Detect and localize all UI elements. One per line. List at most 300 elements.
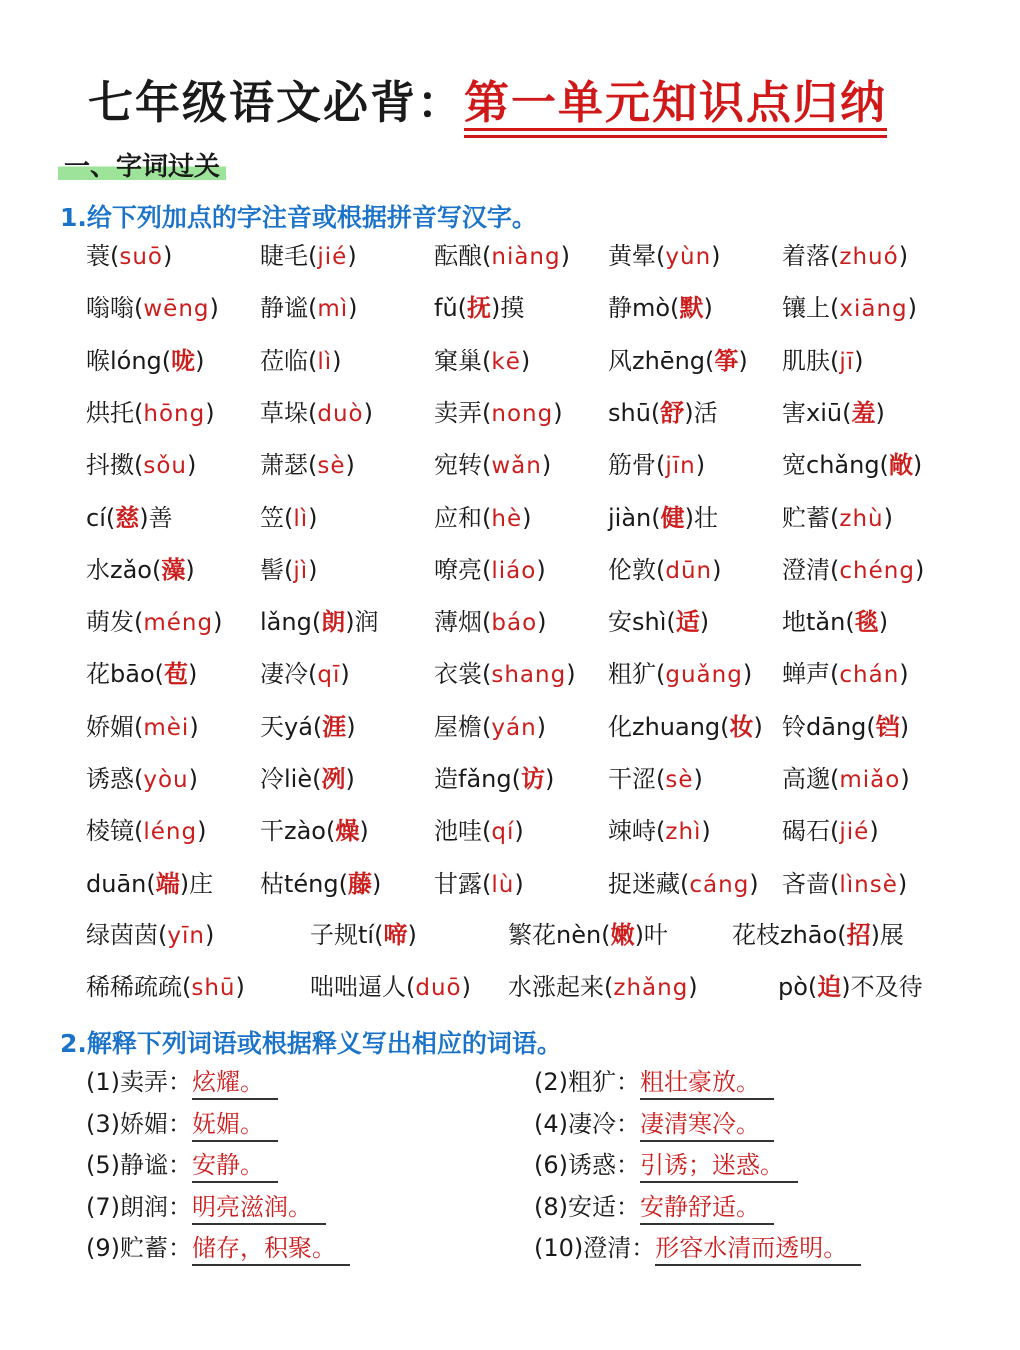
pinyin-answer: jī (839, 348, 855, 375)
word-text: ) (693, 765, 703, 793)
word-item (86, 550, 195, 590)
word-text: 髻( (260, 555, 294, 584)
word-text: ) (195, 346, 205, 375)
word-item (782, 707, 909, 747)
word-item (732, 915, 904, 955)
definition-term: (10)澄清： (534, 1234, 656, 1262)
word-text: 草垛( (260, 398, 318, 427)
hanzi-answer: 访 (520, 765, 545, 793)
word-item (86, 288, 219, 329)
word-text: ) (514, 869, 524, 898)
word-text: )叶 (634, 921, 668, 949)
word-text: 凄冷( (260, 660, 318, 689)
word-text: 蝉声( (782, 660, 840, 689)
definition-answer: 粗壮豪放。 (640, 1066, 774, 1100)
word-text: 风zhēng( (608, 346, 715, 375)
word-text: ) (703, 294, 713, 323)
word-item (782, 864, 907, 905)
word-text: 烘托( (86, 398, 144, 427)
word-text: ) (522, 503, 532, 532)
word-text: )庄 (179, 869, 214, 898)
pinyin-answer: yòu (143, 767, 189, 793)
word-text: 甘露( (434, 869, 492, 898)
definition-item (534, 1189, 774, 1225)
word-item (260, 811, 369, 851)
word-item (782, 498, 893, 539)
word-text: ) (711, 242, 721, 270)
definition-term: (7)朗润： (86, 1192, 192, 1221)
word-text: ) (345, 451, 355, 480)
pinyin-answer: qī (317, 662, 341, 689)
word-text: lǎng( (260, 608, 322, 637)
definition-answer: 引诱；迷惑。 (640, 1149, 798, 1183)
definition-term: (5)静谧： (86, 1151, 192, 1179)
word-item (260, 236, 357, 277)
definition-term: (1)卖弄： (86, 1068, 192, 1096)
pinyin-answer: sè (317, 453, 346, 480)
pinyin-answer: jì (293, 557, 309, 584)
word-item (86, 707, 199, 748)
pinyin-answer: xiāng (839, 296, 908, 323)
pinyin-answer: jié (317, 244, 348, 270)
word-text: 蓑( (86, 242, 120, 270)
pinyin-answer: báo (491, 610, 538, 637)
definition-item (86, 1147, 278, 1183)
definition-term: (9)贮蓄： (86, 1234, 192, 1262)
word-item (86, 393, 215, 434)
word-item (434, 498, 531, 539)
word-item (608, 602, 709, 642)
hanzi-answer: 迫 (817, 973, 842, 1001)
word-row (86, 602, 986, 642)
pinyin-answer: sè (665, 767, 694, 793)
pinyin-answer: lìnsè (839, 871, 898, 898)
definition-term: (4)凄冷： (534, 1109, 640, 1138)
title-red: 第一单元知识点归纳 (464, 79, 887, 131)
word-row (86, 864, 986, 904)
pinyin-answer: mì (317, 296, 349, 323)
pinyin-answer: qí (491, 819, 515, 846)
word-text: 静谧( (260, 294, 318, 323)
hanzi-answer: 藻 (161, 555, 186, 584)
word-text: ) (854, 346, 864, 375)
definition-term: (3)娇媚： (86, 1109, 192, 1138)
word-item (260, 654, 350, 695)
word-item (86, 759, 198, 800)
word-text: 竦峙( (608, 817, 666, 846)
pinyin-answer: lì (293, 505, 309, 532)
word-item (260, 602, 379, 642)
definition-answer: 安静。 (192, 1149, 278, 1183)
word-row (86, 236, 986, 276)
title-black: 七年级语文必背： (88, 76, 465, 129)
word-text: )摸 (491, 294, 525, 323)
hanzi-answer: 筝 (714, 346, 739, 375)
word-item (86, 864, 213, 904)
definition-term: (6)诱惑： (534, 1151, 640, 1179)
word-text: ) (187, 451, 197, 480)
hanzi-answer: 健 (660, 503, 685, 532)
word-text: ) (897, 869, 908, 898)
word-text: ) (514, 817, 524, 846)
word-row (86, 811, 986, 851)
word-text: ) (544, 765, 555, 793)
word-text: ) (553, 398, 563, 427)
pinyin-answer: duò (317, 400, 364, 427)
word-text: ) (461, 973, 471, 1001)
word-text: ) (363, 398, 373, 427)
word-row (86, 498, 986, 538)
word-item (434, 654, 576, 695)
word-text: 铃dāng( (782, 712, 876, 741)
hanzi-answer: 羞 (851, 398, 876, 427)
word-text: 天yá( (260, 712, 323, 741)
definition-item (86, 1189, 326, 1225)
word-item (86, 915, 214, 956)
definition-item (534, 1064, 774, 1100)
word-item (608, 550, 722, 591)
word-text: 薄烟( (434, 608, 492, 637)
word-text: pò( (778, 973, 818, 1001)
word-item (782, 341, 864, 382)
hanzi-answer: 涯 (322, 712, 347, 741)
word-text: ) (308, 555, 318, 584)
word-text: 镶上( (782, 294, 840, 323)
word-row (86, 550, 986, 590)
pinyin-answer: miǎo (839, 767, 901, 793)
hanzi-answer: 藤 (347, 869, 372, 898)
pinyin-answer: niàng (491, 244, 561, 270)
word-text: 萧瑟( (260, 451, 318, 480)
word-item (608, 498, 718, 538)
word-item (782, 236, 908, 277)
word-text: ) (900, 765, 910, 793)
word-item (260, 550, 318, 591)
word-text: )活 (684, 398, 718, 427)
word-item (608, 759, 703, 800)
word-text: 地tǎn( (782, 608, 855, 637)
word-text: ) (907, 294, 918, 323)
hanzi-answer: 敞 (888, 451, 913, 480)
subheading-2: 2.解释下列词语或根据释义写出相应的词语。 (60, 1029, 562, 1058)
word-text: ) (189, 712, 199, 741)
word-item (434, 759, 554, 799)
word-text: ) (898, 242, 909, 270)
word-text: 宽chǎng( (782, 451, 889, 480)
hanzi-answer: 朗 (321, 608, 346, 637)
word-text: 子规tí( (310, 921, 384, 949)
word-item (86, 236, 172, 277)
word-item (782, 759, 910, 800)
word-text: 屋檐( (434, 712, 492, 741)
word-item (608, 811, 711, 852)
word-text: ) (345, 765, 355, 793)
word-text: 抖擞( (86, 451, 144, 480)
word-text: ) (536, 555, 546, 584)
word-text: 高邈( (782, 765, 840, 793)
hanzi-answer: 咙 (171, 346, 196, 375)
definition-item (86, 1064, 278, 1100)
word-row (86, 445, 986, 485)
word-item (608, 654, 752, 695)
hanzi-answer: 冽 (321, 765, 346, 793)
pinyin-answer: sǒu (143, 453, 188, 480)
word-item (86, 445, 196, 486)
word-text: 冷liè( (260, 765, 322, 793)
pinyin-answer: lì (317, 348, 333, 375)
pinyin-answer: zhù (839, 505, 884, 532)
word-text: 酝酿( (434, 242, 492, 270)
word-item (782, 288, 917, 329)
word-text: 粗犷( (608, 660, 666, 689)
word-item (86, 602, 222, 643)
word-text: 筋骨( (608, 451, 666, 480)
word-item (260, 288, 358, 329)
word-text: ) (742, 660, 753, 689)
word-text: 笠( (260, 503, 294, 532)
word-text: ) (537, 608, 547, 637)
definition-answer: 炫耀。 (192, 1066, 278, 1100)
word-item (260, 759, 355, 799)
word-item (260, 393, 373, 434)
pinyin-answer: wǎn (491, 453, 542, 480)
word-text: ) (899, 712, 910, 741)
word-text: 应和( (434, 503, 492, 532)
hanzi-answer: 招 (846, 921, 871, 949)
definition-answer: 安静舒适。 (640, 1191, 774, 1225)
word-text: ) (699, 608, 710, 637)
pinyin-answer: kē (491, 348, 521, 375)
hanzi-answer: 铛 (875, 712, 900, 741)
hanzi-answer: 嫩 (610, 921, 635, 949)
word-text: 嘹亮( (434, 555, 492, 584)
word-item (778, 967, 923, 1007)
word-text: ) (738, 346, 748, 375)
word-text: 水zǎo( (86, 555, 162, 584)
hanzi-answer: 啼 (383, 921, 408, 949)
word-text: ) (541, 451, 552, 480)
word-text: ) (875, 398, 885, 427)
word-text: ) (209, 294, 219, 323)
word-text: 安shì( (608, 608, 676, 637)
pinyin-answer: wēng (143, 296, 210, 323)
pinyin-answer: hōng (143, 400, 206, 427)
word-item (608, 864, 759, 905)
word-text: 静mò( (608, 294, 680, 323)
word-text: ) (204, 921, 215, 949)
word-row (86, 707, 986, 747)
word-text: ) (712, 555, 722, 584)
definition-term: (2)粗犷： (534, 1068, 640, 1096)
word-item (782, 654, 909, 695)
word-item (310, 967, 471, 1008)
word-text: 咄咄逼人( (310, 973, 416, 1001)
word-text: 诱惑( (86, 765, 144, 793)
definition-item (86, 1230, 350, 1266)
word-item (434, 393, 563, 434)
word-text: ) (536, 712, 547, 741)
word-text: 衣裳( (434, 660, 492, 689)
hanzi-answer: 抚 (467, 294, 492, 323)
hanzi-answer: 慈 (115, 503, 140, 532)
word-text: ) (163, 242, 173, 270)
hanzi-answer: 默 (679, 294, 704, 323)
word-text: jiàn( (608, 503, 661, 532)
word-text: 莅临( (260, 346, 318, 375)
word-text: ) (899, 660, 909, 689)
hanzi-answer: 苞 (164, 660, 188, 689)
definition-answer: 凄清寒冷。 (640, 1108, 774, 1142)
word-text: 干涩( (608, 765, 666, 793)
definition-item (534, 1106, 774, 1142)
definition-item (534, 1230, 861, 1266)
word-text: )不及待 (841, 973, 923, 1001)
word-text: 花bāo( (86, 660, 164, 689)
word-text: ) (749, 869, 759, 898)
word-item (508, 967, 698, 1008)
word-item (434, 602, 547, 643)
word-item (608, 236, 721, 277)
pinyin-answer: chéng (839, 557, 915, 584)
word-text: 窠巢( (434, 346, 492, 375)
pinyin-answer: duō (415, 975, 462, 1001)
pinyin-answer: yùn (665, 244, 712, 270)
word-text: ) (753, 712, 763, 741)
word-text: ) (340, 660, 350, 689)
definition-answer: 妩媚。 (192, 1108, 278, 1142)
word-item (434, 445, 551, 486)
word-row (86, 967, 986, 1007)
word-item (434, 864, 524, 905)
hanzi-answer: 舒 (660, 398, 685, 427)
word-text: ) (688, 973, 698, 1001)
pinyin-answer: zhì (665, 819, 702, 846)
word-text: 萌发( (86, 608, 144, 637)
definition-item (534, 1147, 798, 1183)
word-row (86, 288, 986, 328)
word-item (434, 288, 524, 328)
subheading-1: 1.给下列加点的字注音或根据拼音写汉字。 (60, 203, 537, 232)
word-text: 宛转( (434, 451, 492, 480)
word-item (434, 550, 546, 591)
word-text: ) (197, 817, 207, 846)
word-row (86, 759, 986, 799)
word-item (260, 498, 318, 539)
word-item (508, 915, 668, 955)
word-text: ) (185, 555, 195, 584)
word-text: cí( (86, 503, 116, 532)
word-text: )展 (870, 921, 904, 949)
definition-answer: 储存，积聚。 (192, 1232, 350, 1266)
word-text: ) (869, 817, 879, 846)
word-text: shū( (608, 398, 661, 427)
word-text: 造fǎng( (434, 765, 521, 793)
word-text: 嗡嗡( (86, 294, 144, 323)
word-item (86, 498, 173, 538)
word-text: 花枝zhāo( (732, 921, 847, 949)
word-item (310, 915, 417, 955)
word-text: ) (348, 294, 358, 323)
word-item (434, 236, 570, 277)
word-text: 捉迷藏( (608, 869, 690, 898)
word-text: 卖弄( (434, 398, 492, 427)
hanzi-answer: 燥 (335, 817, 360, 846)
word-text: 碣石( (782, 817, 840, 846)
word-text: ) (883, 503, 893, 532)
word-text: 肌肤( (782, 346, 840, 375)
word-text: ) (371, 869, 382, 898)
word-item (260, 707, 356, 747)
word-text: 睫毛( (260, 242, 318, 270)
hanzi-answer: 适 (675, 608, 700, 637)
word-text: 水涨起来( (508, 973, 614, 1001)
word-text: 害xiū( (782, 398, 852, 427)
pinyin-answer: zhuó (839, 244, 899, 270)
word-text: 干zào( (260, 817, 336, 846)
word-item (260, 341, 342, 382)
word-item (608, 707, 763, 747)
word-item (86, 811, 206, 852)
word-text: ) (205, 398, 215, 427)
page-title (88, 66, 887, 131)
word-text: ) (878, 608, 889, 637)
word-item (608, 393, 718, 433)
word-text: 贮蓄( (782, 503, 840, 532)
word-text: ) (407, 921, 417, 949)
word-text: ) (560, 242, 570, 270)
pinyin-answer: yán (491, 714, 537, 741)
word-text: 伦敦( (608, 555, 666, 584)
word-text: ) (912, 451, 923, 480)
section-heading: 一、字词过关 (58, 146, 226, 183)
word-text: ) (695, 451, 706, 480)
pinyin-answer: jīn (665, 453, 696, 480)
word-text: )壮 (684, 503, 718, 532)
pinyin-answer: dūn (665, 557, 713, 584)
pinyin-answer: léng (143, 819, 198, 846)
pinyin-answer: shū (191, 975, 236, 1001)
word-item (86, 967, 245, 1008)
word-text: 繁花nèn( (508, 921, 611, 949)
definition-item (86, 1106, 278, 1142)
pinyin-answer: mèi (143, 714, 190, 741)
word-text: 喉lóng( (86, 346, 172, 375)
pinyin-answer: guǎng (665, 662, 743, 689)
word-row (86, 393, 986, 433)
word-text: ) (188, 660, 198, 689)
word-text: 吝啬( (782, 869, 840, 898)
pinyin-answer: méng (143, 610, 214, 637)
word-item (608, 288, 713, 328)
word-text: 池哇( (434, 817, 492, 846)
word-text: ) (308, 503, 318, 532)
word-text: fǔ( (434, 294, 468, 323)
word-text: ) (235, 973, 245, 1001)
word-text: ) (520, 346, 531, 375)
word-text: 枯téng( (260, 869, 348, 898)
word-text: ) (188, 765, 199, 793)
word-item (260, 445, 355, 486)
word-text: 黄晕( (608, 242, 666, 270)
word-item (608, 445, 705, 486)
pinyin-answer: suō (119, 244, 164, 270)
word-text: 绿茵茵( (86, 921, 168, 949)
word-row (86, 654, 986, 694)
pinyin-answer: lù (491, 871, 515, 898)
definition-answer: 形容水清而透明。 (655, 1232, 861, 1266)
pinyin-answer: yīn (167, 923, 205, 949)
word-item (782, 445, 922, 485)
